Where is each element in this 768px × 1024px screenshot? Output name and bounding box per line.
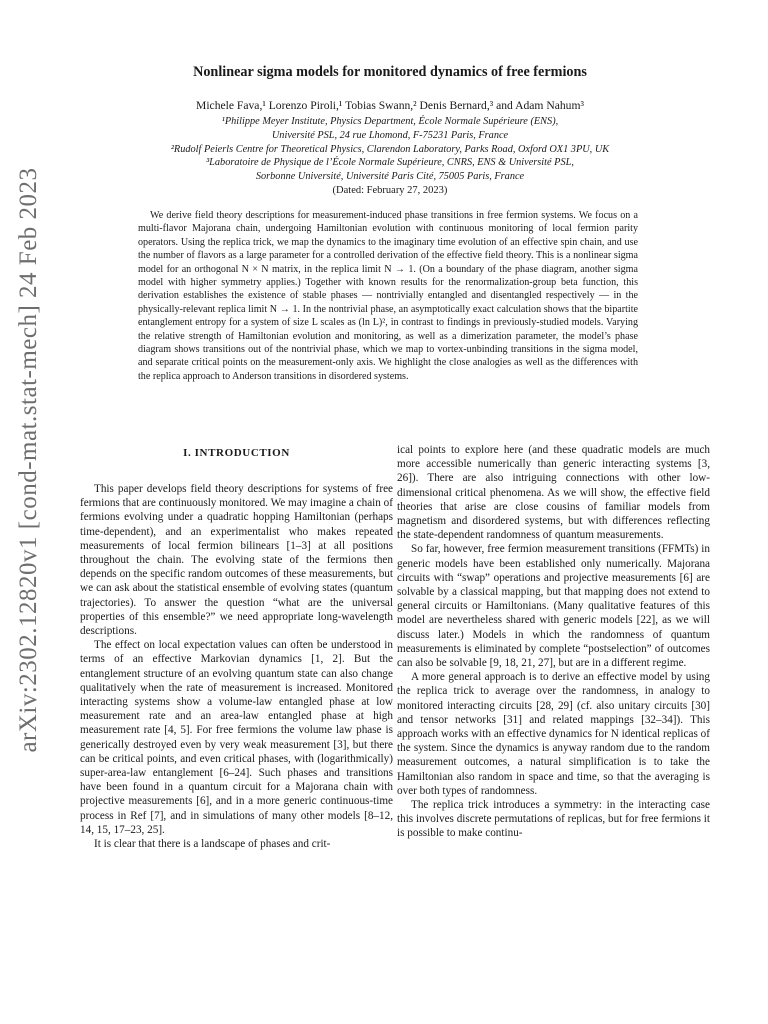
affiliation-line: ¹Philippe Meyer Institute, Physics Department, École Normale Supérieure (ENS), <box>221 116 559 127</box>
paper-title: Nonlinear sigma models for monitored dynamics of free fermions <box>193 64 587 80</box>
affiliation-line: ³Laboratoire de Physique de l’École Normale Supérieure, CNRS, ENS & Université PSL, <box>206 157 574 169</box>
affiliation-line: Université PSL, 24 rue Lhomond, F-75231 Paris, France <box>271 129 509 141</box>
arxiv-identifier: arXiv:2302.12820v1 [cond-mat.stat-mech] 24 Feb 2023 <box>15 167 42 753</box>
paper-header <box>90 64 690 196</box>
left-column <box>80 446 393 851</box>
paragraph: This paper develops field theory descriptions for systems of free fermions that are continuously monitored. We may imagine a chain of fermions evolving under a quadratic hopping Hamiltonian (perhaps time-dependent), and an experimentalist who makes repeated measurements of local fermion bilinears [1–3] at all positions throughout the chain. The evolving state of the fermions then depends on the specific random outcomes of these measurements, but we can ask about the statistical ensemble of evolving states (quantum trajectories). To answer the question “what are the universal properties of this ensemble?” we need appropriate long-wavelength descriptions. <box>80 483 393 638</box>
paragraph: A more general approach is to derive an effective model by using the replica trick to average over the randomness, in analogy to monitored interacting circuits [28, 29] (cf. also unitary circuits [30] and tensor networks [31] and related mappings [32–34]). This approach works with an effective dynamics for N identical replicas of the system. Since the dynamics is anyway random due to the random measurement outcomes, a natural simplification is to take the Hamiltonian also random in space and time, so that the averaging is over both types of randomness. <box>397 671 710 797</box>
arxiv-sidebar <box>0 167 58 753</box>
paragraph: ical points to explore here (and these quadratic models are much more accessible numerically than generic interacting systems [3, 26]). There are also intriguing connections with other low-dimensional critical phenomena. As we will show, the effective field theories that arise are close cousins of familiar models from magnetism and disordered systems, but with differences reflecting the state-dependent randomness of quantum measurements. <box>397 444 710 542</box>
affiliation-line: Sorbonne Université, Université Paris Cité, 75005 Paris, France <box>255 171 525 183</box>
author-list: Michele Fava,¹ Lorenzo Piroli,¹ Tobias Swann,² Denis Bernard,³ and Adam Nahum³ <box>196 99 584 112</box>
paragraph: The effect on local expectation values can often be understood in terms of an effective Markovian dynamics [1, 2]. But the entanglement structure of an evolving quantum state can also change qualitatively when the rate of measurement is increased. Monitored interacting systems show a volume-law entangled phase at low measurement rate and an area-law entangled phase at high measurement rate [4, 5]. For free fermions the volume law phase is generically destroyed even by very weak measurement [3], but there can be critical points, and even critical phases, with (logarithmically) super-area-law entanglement [6–24]. Such phases and transitions have been found in a quantum circuit for a Majorana chain with projective measurements [6], and in a more generic continuous-time process in Ref [7], and in simulations of many other models [8–12, 14, 15, 17–23, 25]. <box>80 639 393 836</box>
date-line: (Dated: February 27, 2023) <box>332 184 448 196</box>
affiliations <box>90 115 690 184</box>
section-heading-introduction: I. INTRODUCTION <box>183 447 290 459</box>
paragraph: So far, however, free fermion measurement transitions (FFMTs) in generic models have been established only numerically. Majorana circuits with “swap” operations and projective measurements [6] are solvable by a classical mapping, but that mapping does not extend to general circuits or Hamiltonians. (Many qualitative features of this model are nevertheless shared with generic models [22], as we will discuss later.) Models in which the randomness of quantum measurements is eliminated by complete “postselection” of outcomes can also be solvable [9, 18, 21, 27], but are in a different regime. <box>397 543 710 670</box>
paragraph: The replica trick introduces a symmetry: in the interacting case this involves discrete permutations of replicas, but for free fermions it is possible to make continu- <box>397 799 710 840</box>
abstract: We derive field theory descriptions for measurement-induced phase transitions in free fermion systems. We focus on a multi-flavor Majorana chain, undergoing Hamiltonian evolution with continuous monitoring of local fermion parity operators. Using the replica trick, we map the dynamics to the imaginary time evolution of an effective spin chain, and use the number of flavors as a large parameter for a controlled derivation of the effective field theory. This is a nonlinear sigma model for an orthogonal N × N matrix, in the replica limit N → 1. (On a boundary of the phase diagram, another sigma model with higher symmetry applies.) Together with known results for the renormalization-group beta function, this derivation establishes the existence of stable phases — nontrivially entangled and disentangled respectively — in the physically-relevant replica limit N → 1. In the nontrivial phase, an asymptotically exact calculation shows that the bipartite entanglement entropy for a system of size L scales as (ln L)², in contrast to findings in previously-studied models. Varying the relative strength of Hamiltonian evolution and monitoring, as well as a dimerization parameter, the model’s phase diagram shows transitions out of the nontrivial phase, which we map to vortex-unbinding transitions in the sigma model, and separate critical points on the measurement-only axis. We highlight the close analogies as well as the differences with the replica approach to Anderson transitions in disordered systems. <box>138 210 638 382</box>
right-column <box>397 443 710 841</box>
affiliation-line: ²Rudolf Peierls Centre for Theoretical Physics, Clarendon Laboratory, Parks Road, Oxford OX1 3PU, UK <box>170 143 610 155</box>
paragraph: It is clear that there is a landscape of phases and crit- <box>94 838 331 851</box>
